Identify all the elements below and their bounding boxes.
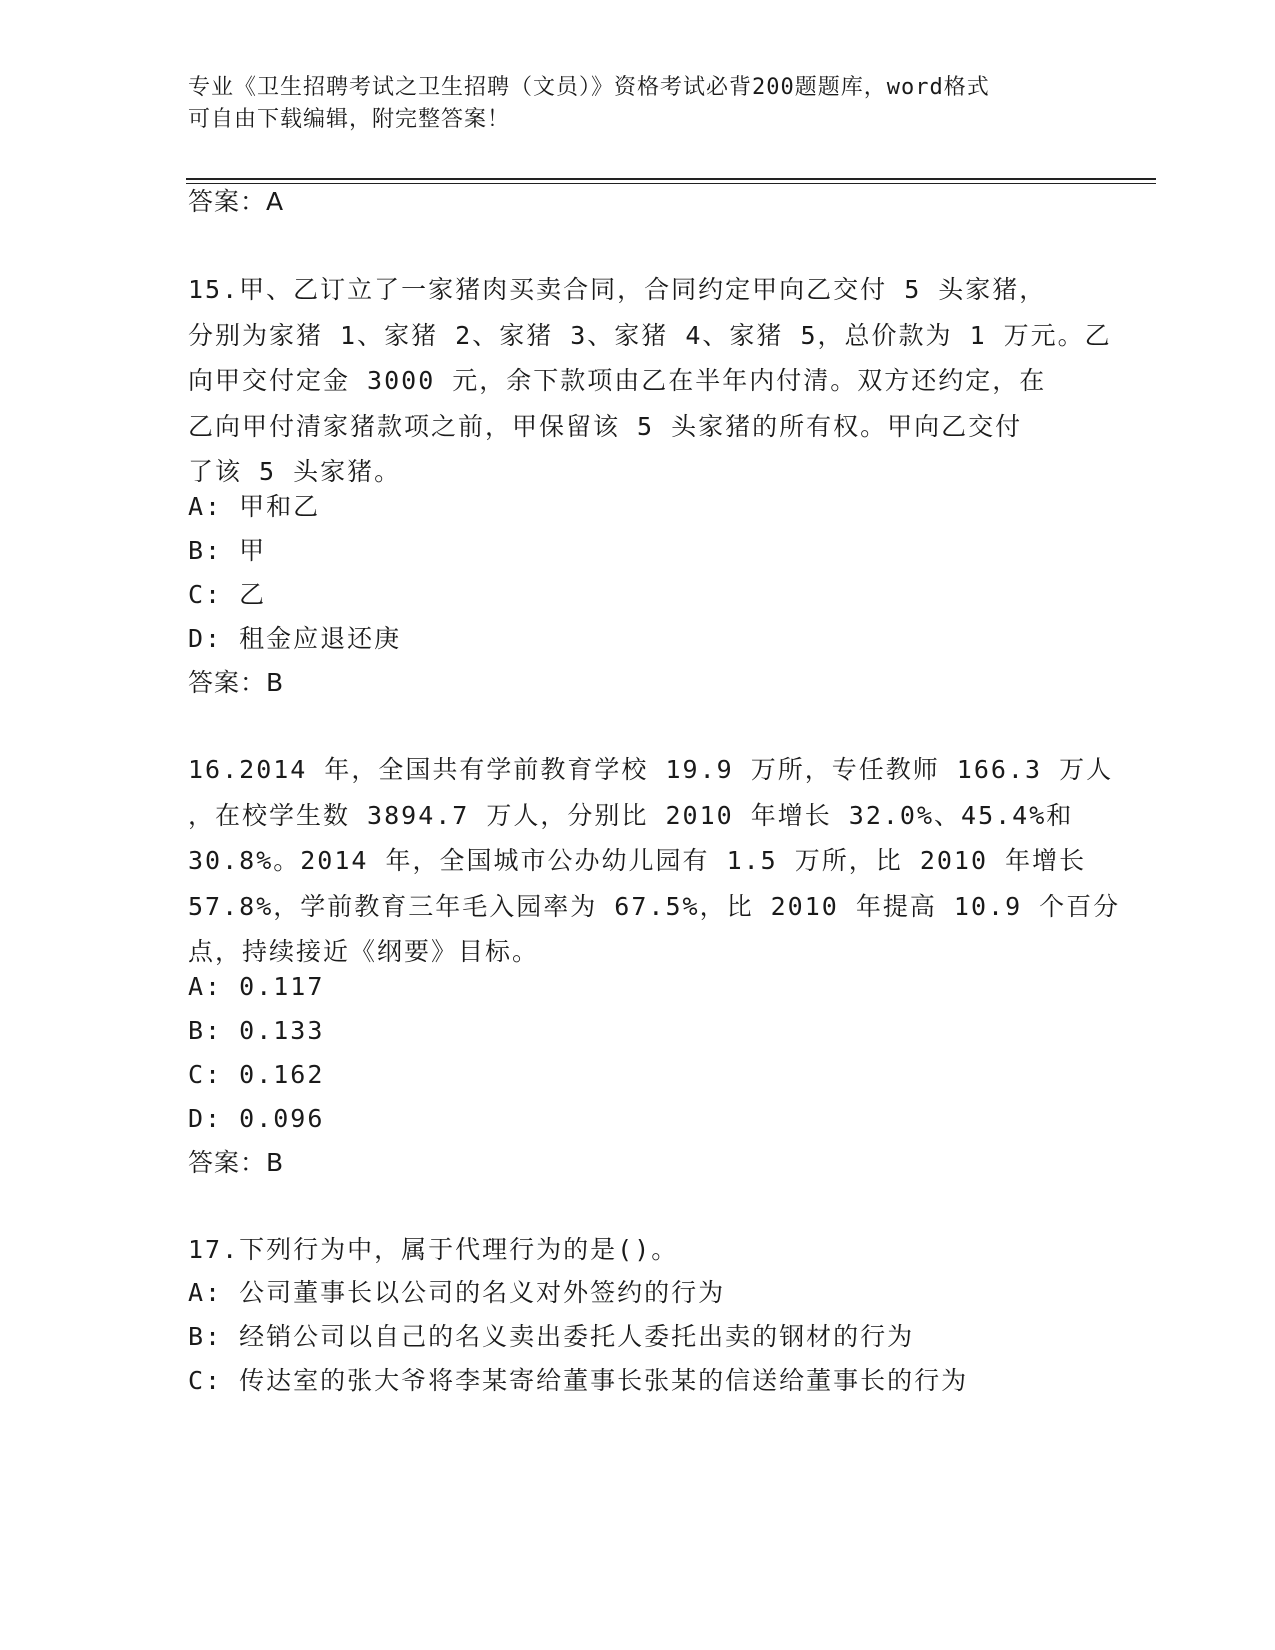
question-16-line: 16.2014 年，全国共有学前教育学校 19.9 万所，专任教师 166.3 万人 (188, 755, 1114, 784)
question-17-option-a: A: 公司董事长以公司的名义对外签约的行为 (188, 1278, 726, 1307)
header-divider-thick (186, 178, 1156, 180)
header-line-1: 专业《卫生招聘考试之卫生招聘（文员）》资格考试必背200题题库，word格式 (188, 75, 990, 100)
question-15-line: 了该 5 头家猪。 (188, 457, 402, 486)
header-divider-thin (186, 183, 1156, 184)
question-17-option-b: B: 经销公司以自己的名义卖出委托人委托出卖的钢材的行为 (188, 1322, 915, 1351)
question-15-line: 乙向甲付清家猪款项之前，甲保留该 5 头家猪的所有权。甲向乙交付 (188, 411, 1023, 441)
answer-q14: 答案：A (188, 187, 285, 216)
question-15-line: 向甲交付定金 3000 元，余下款项由乙在半年内付清。双方还约定，在 (188, 366, 1047, 395)
question-15-line: 15.甲、乙订立了一家猪肉买卖合同，合同约定甲向乙交付 5 头家猪， (188, 275, 1047, 304)
question-16-option-d: D: 0.096 (188, 1104, 325, 1133)
question-16-option-b: B: 0.133 (188, 1016, 325, 1045)
question-16-line: 点，持续接近《纲要》目标。 (188, 937, 540, 966)
question-16-option-a: A: 0.117 (188, 972, 325, 1001)
answer-q16: 答案：B (188, 1148, 285, 1177)
question-16-stem (188, 747, 1121, 975)
question-16-line: 30.8%。2014 年，全国城市公办幼儿园有 1.5 万所，比 2010 年增长 (188, 846, 1087, 875)
question-15-option-d: D: 租金应退还庚 (188, 624, 402, 653)
question-16-line: ，在校学生数 3894.7 万人，分别比 2010 年增长 32.0%、45.4%和 (188, 800, 1074, 830)
question-17-line: 17.下列行为中，属于代理行为的是()。 (188, 1235, 679, 1264)
question-15-line: 分别为家猪 1、家猪 2、家猪 3、家猪 4、家猪 5，总价款为 1 万元。乙 (188, 320, 1112, 350)
question-16-line: 57.8%，学前教育三年毛入园率为 67.5%，比 2010 年提高 10.9 个百分 (188, 891, 1121, 921)
document-header (188, 72, 1088, 136)
question-17-stem (188, 1227, 1088, 1273)
question-15-stem (188, 267, 1112, 495)
answer-q15: 答案：B (188, 668, 285, 697)
question-15-option-b: B: 甲 (188, 536, 267, 565)
question-15-option-a: A: 甲和乙 (188, 492, 321, 521)
header-line-2: 可自由下载编辑，附完整答案！ (188, 107, 511, 132)
question-17-option-c: C: 传达室的张大爷将李某寄给董事长张某的信送给董事长的行为 (188, 1366, 969, 1395)
question-16-option-c: C: 0.162 (188, 1060, 325, 1089)
question-15-option-c: C: 乙 (188, 580, 267, 609)
